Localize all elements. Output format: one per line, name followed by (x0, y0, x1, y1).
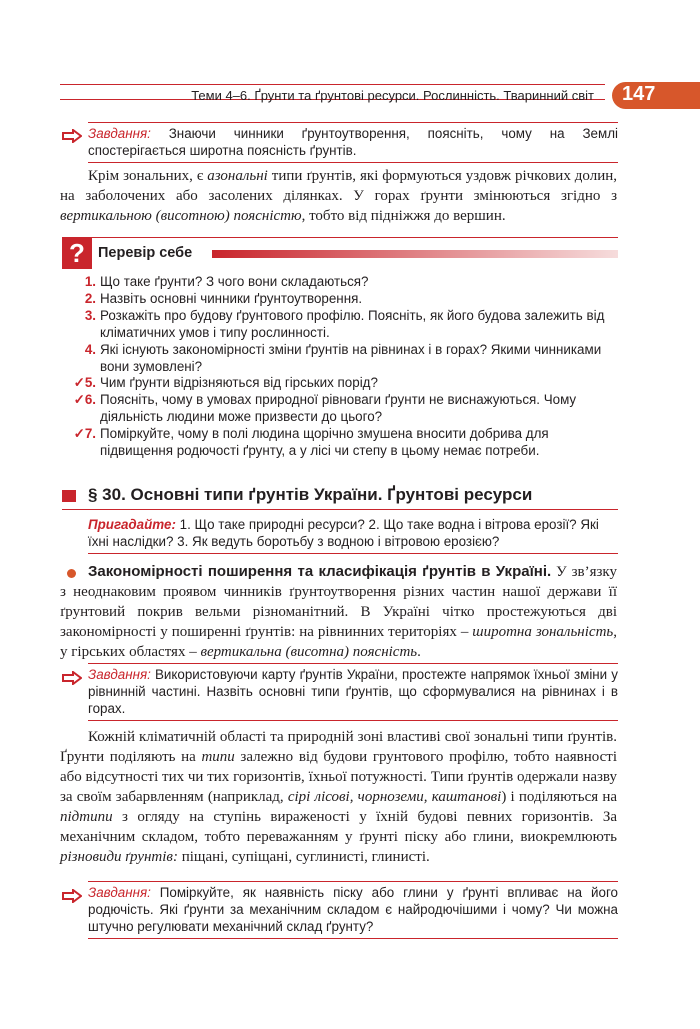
text: . (417, 644, 421, 660)
task-box-1 (88, 122, 618, 163)
question-item (62, 291, 622, 308)
header-top-rule (60, 84, 605, 85)
question-number: 4. (84, 341, 96, 357)
question-text: Які існують закономірності зміни ґрунтів на рівнинах і в горах? Якими чинниками вони зумовлені? (100, 341, 602, 374)
subheading: Закономірності поширення та класифікація ґрунтів в Україні. (88, 563, 552, 580)
term: різновиди ґрунтів: (60, 849, 178, 865)
remember-text: 1. Що таке природні ресурси? 2. Що таке водна і вітрова ерозії? Які їхні наслідки? 3. Як ведуть боротьбу з водною і вітровою ерозією? (88, 517, 599, 549)
task-text: Використовуючи карту ґрунтів України, простежте напрямок їхньої зміни у рівнинній частині. Назвіть основні типи ґрунтів, що сформувалися на рівнинах і в горах. (88, 667, 618, 716)
task-text: Поміркуйте, як наявність піску або глини у ґрунті впливає на його родючість. Які ґрунти за механічним складом є найродючішими і чому? Чи можна штучно регулювати механічний склад ґрунту? (88, 885, 618, 934)
question-number: ✓6. (73, 392, 96, 408)
remember-box (88, 516, 618, 554)
question-mark-icon: ? (62, 237, 92, 269)
text: залежно від будови грунтового профілю, тобто наявності або відсутності тих чи тих горизонтів, їхньої потужності. Типи ґрунтів одержали назву за своїм забарвленням (наприклад, (60, 749, 617, 805)
paragraph-soil-types (60, 727, 617, 867)
question-text: Що таке ґрунти? З чого вони складаються? (100, 274, 369, 289)
term: вертикальна (висотна) поясність (200, 644, 418, 660)
task-arrow-icon (62, 129, 82, 143)
text: піщані, супіщані, суглинисті, глинисті. (177, 849, 430, 865)
section-rule (62, 509, 618, 510)
remember-label: Пригадайте: (88, 517, 176, 532)
question-item (62, 308, 622, 342)
check-questions-list (62, 274, 622, 460)
question-text: Чим ґрунти відрізняються від гірських порід? (100, 375, 378, 391)
term: типи (201, 749, 235, 765)
term: сірі лісові, чорноземи, каштанові (287, 789, 502, 805)
text: Кожній кліматичній області та природній зоні властиві свої зональні типи ґрунтів. Ґрунти поділяють на (60, 729, 617, 765)
task-label: Завдання: (88, 885, 151, 900)
text: , у гірських областях – (60, 624, 617, 660)
question-number: ✓7. (73, 426, 96, 442)
question-text: Поясніть, чому в умовах природної рівноваги ґрунти не виснажуються. Чому діяльність людини може призвести до цього? (100, 392, 577, 425)
task-label: Завдання: (88, 126, 151, 141)
question-item (62, 274, 622, 291)
term: азональні (207, 168, 268, 184)
running-header: Теми 4–6. Ґрунти та ґрунтові ресурси. Рослинність. Тваринний світ (191, 88, 594, 103)
term: підтипи (60, 809, 113, 825)
paragraph-regularities (60, 562, 617, 662)
task-box-3 (88, 881, 618, 939)
task-label: Завдання: (88, 667, 151, 682)
check-yourself-title: Перевір себе (98, 245, 193, 261)
question-number: 1. (84, 274, 96, 289)
task-box-2 (88, 663, 618, 721)
question-item (62, 342, 622, 376)
question-text: Назвіть основні чинники ґрунтоутворення. (100, 290, 363, 306)
question-item (62, 375, 622, 392)
page-number-tab (612, 82, 700, 109)
text: У зв’язку з неоднаковим проявом чинників ґрунтоутворення різних частин нашої держави її ґрунтовий покрив вельми різноманітний. В Україні чітко простежуються дві закономірності у поширенні ґрунтів: на рівнинних територіях – (60, 564, 617, 640)
text: Крім зональних, є (88, 168, 208, 184)
question-text: Розкажіть про будову ґрунтового профілю. Поясніть, як його будова залежить від кліматичних умов і типу рослинності. (100, 307, 605, 340)
term: вертикальною (висотною) поясністю (60, 208, 302, 224)
text: з огляду на ступінь вираженості у їхній будові певних горизонтів. За механічним складом, тобто переважанням у ґрунті піску або глини, виокремлюють (60, 809, 617, 845)
text: ) і поділяються на (501, 789, 618, 805)
section-title: § 30. Основні типи ґрунтів України. Ґрунтові ресурси (88, 485, 533, 504)
page-number: 147 (622, 83, 656, 105)
text: типи ґрунтів, які формуються уздовж річкових долин, на заболочених або засолених ділянках. У горах ґрунти змінюються згідно з (60, 168, 617, 204)
text: , тобто від підніжжя до вершин. (301, 208, 506, 224)
section-marker (62, 490, 76, 502)
task-arrow-icon (62, 671, 82, 685)
question-number: 3. (84, 307, 96, 323)
task-arrow-icon (62, 889, 82, 903)
question-item (62, 392, 622, 426)
question-item (62, 426, 622, 460)
term: широтна зональність (472, 624, 614, 640)
task-text: Знаючи чинники ґрунтоутворення, поясніть, чому на Землі спостерігається широтна поясність ґрунтів. (88, 126, 618, 158)
question-number: ✓5. (73, 375, 96, 391)
check-top-rule (92, 237, 618, 238)
paragraph-azonal (60, 166, 617, 226)
question-text: Поміркуйте, чому в полі людина щорічно змушена вносити добрива для підвищення родючості ґрунту, а у лісі чи степу в цьому немає потреби. (100, 426, 549, 459)
check-gradient-bar (212, 250, 618, 258)
question-number: 2. (84, 290, 96, 306)
